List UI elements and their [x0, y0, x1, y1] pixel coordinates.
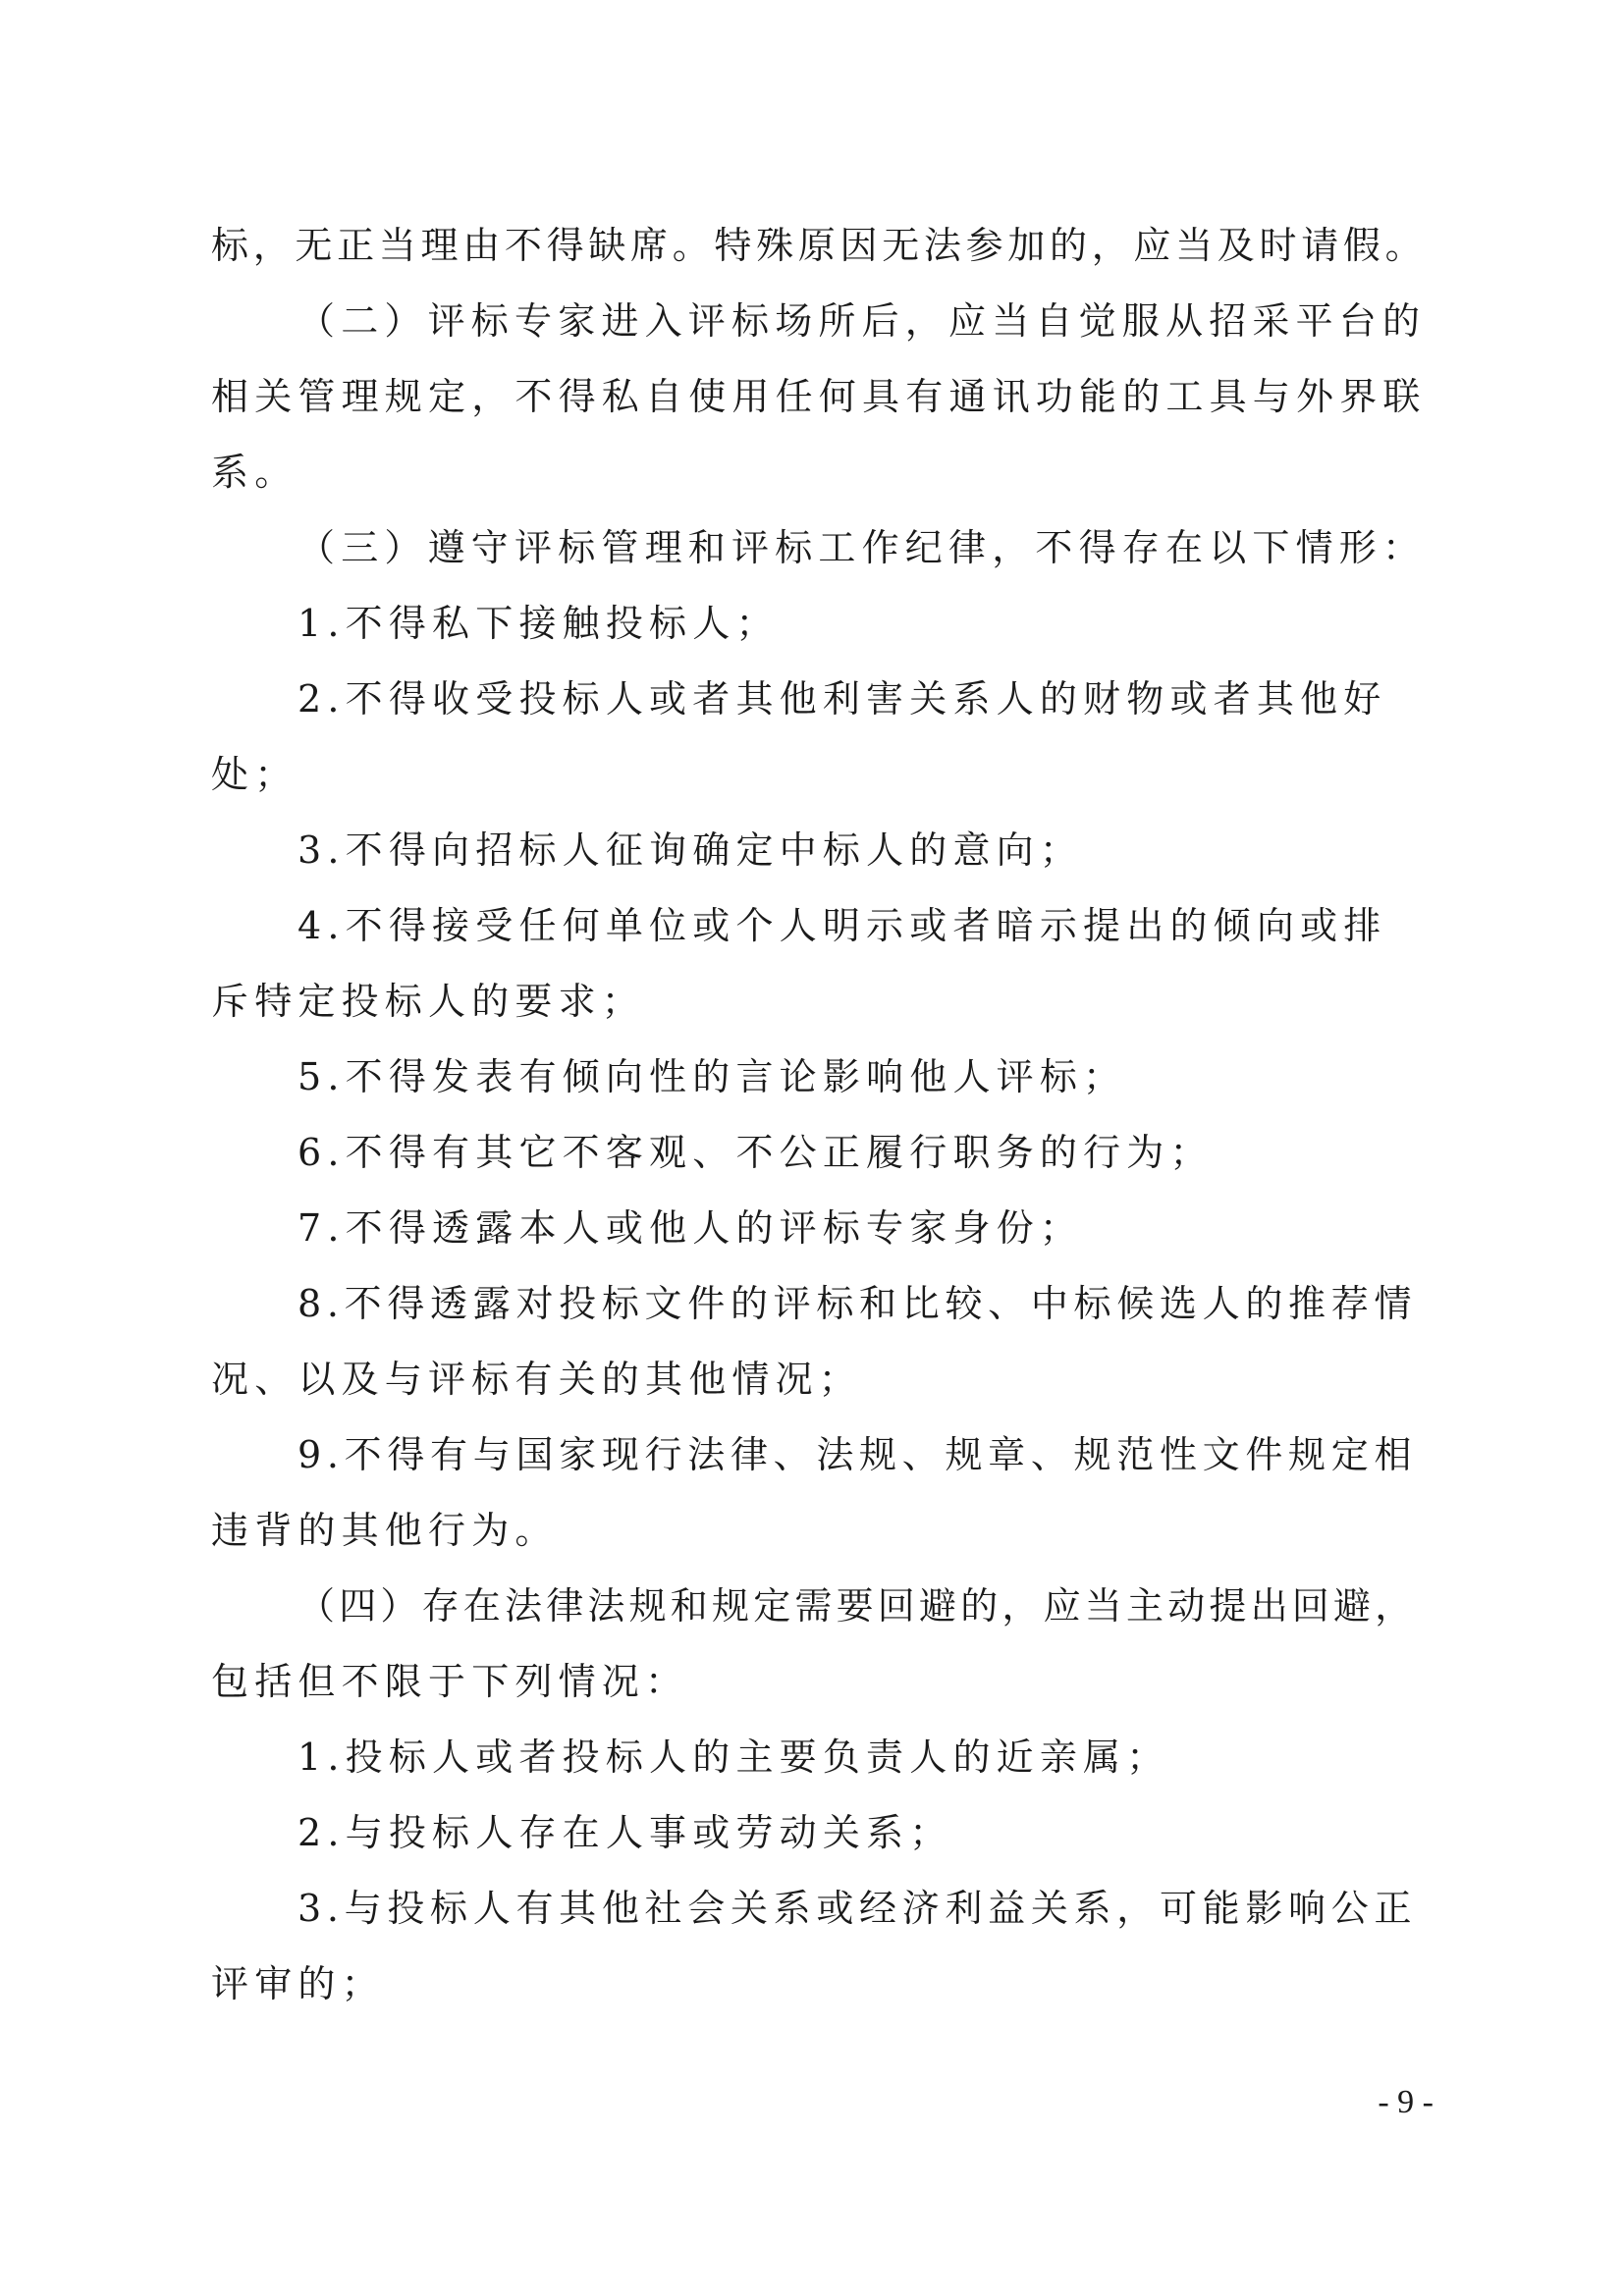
- text-line-10: 4.不得接受任何单位或个人明示或者暗示提出的倾向或排: [298, 904, 1387, 947]
- text-line-4: 系。: [211, 451, 298, 494]
- text-line-13: 6.不得有其它不客观、不公正履行职务的行为；: [298, 1131, 1214, 1174]
- text-line-15: 8.不得透露对投标文件的评标和比较、中标候选人的推荐情: [298, 1282, 1418, 1325]
- text-line-14: 7.不得透露本人或他人的评标专家身份；: [298, 1206, 1084, 1250]
- text-line-6: 1.不得私下接触投标人；: [298, 602, 780, 645]
- text-line-5: （三）遵守评标管理和评标工作纪律，不得存在以下情形：: [298, 526, 1427, 569]
- text-line-3: 相关管理规定，不得私自使用任何具有通讯功能的工具与外界联: [211, 375, 1427, 418]
- text-line-17: 9.不得有与国家现行法律、法规、规章、规范性文件规定相: [298, 1433, 1418, 1476]
- text-line-8: 处；: [211, 753, 298, 796]
- text-line-2: （二）评标专家进入评标场所后，应当自觉服从招采平台的: [298, 299, 1427, 343]
- text-line-22: 2.与投标人存在人事或劳动关系；: [298, 1811, 953, 1854]
- text-line-1: 标，无正当理由不得缺席。特殊原因无法参加的，应当及时请假。: [211, 224, 1428, 267]
- text-line-21: 1.投标人或者投标人的主要负责人的近亲属；: [298, 1735, 1170, 1779]
- text-line-7: 2.不得收受投标人或者其他利害关系人的财物或者其他好: [298, 677, 1387, 721]
- text-line-24: 评审的；: [211, 1962, 385, 2005]
- text-line-11: 斥特定投标人的要求；: [211, 980, 646, 1023]
- text-line-18: 违背的其他行为。: [211, 1509, 559, 1552]
- text-line-16: 况、以及与评标有关的其他情况；: [211, 1358, 863, 1401]
- text-line-19: （四）存在法律法规和规定需要回避的，应当主动提出回避，: [298, 1584, 1417, 1628]
- text-line-9: 3.不得向招标人征询确定中标人的意向；: [298, 828, 1084, 872]
- page-number: - 9 -: [1378, 2084, 1434, 2120]
- text-line-12: 5.不得发表有倾向性的言论影响他人评标；: [298, 1055, 1127, 1098]
- text-line-20: 包括但不限于下列情况：: [211, 1660, 689, 1703]
- text-line-23: 3.与投标人有其他社会关系或经济利益关系，可能影响公正: [298, 1887, 1418, 1930]
